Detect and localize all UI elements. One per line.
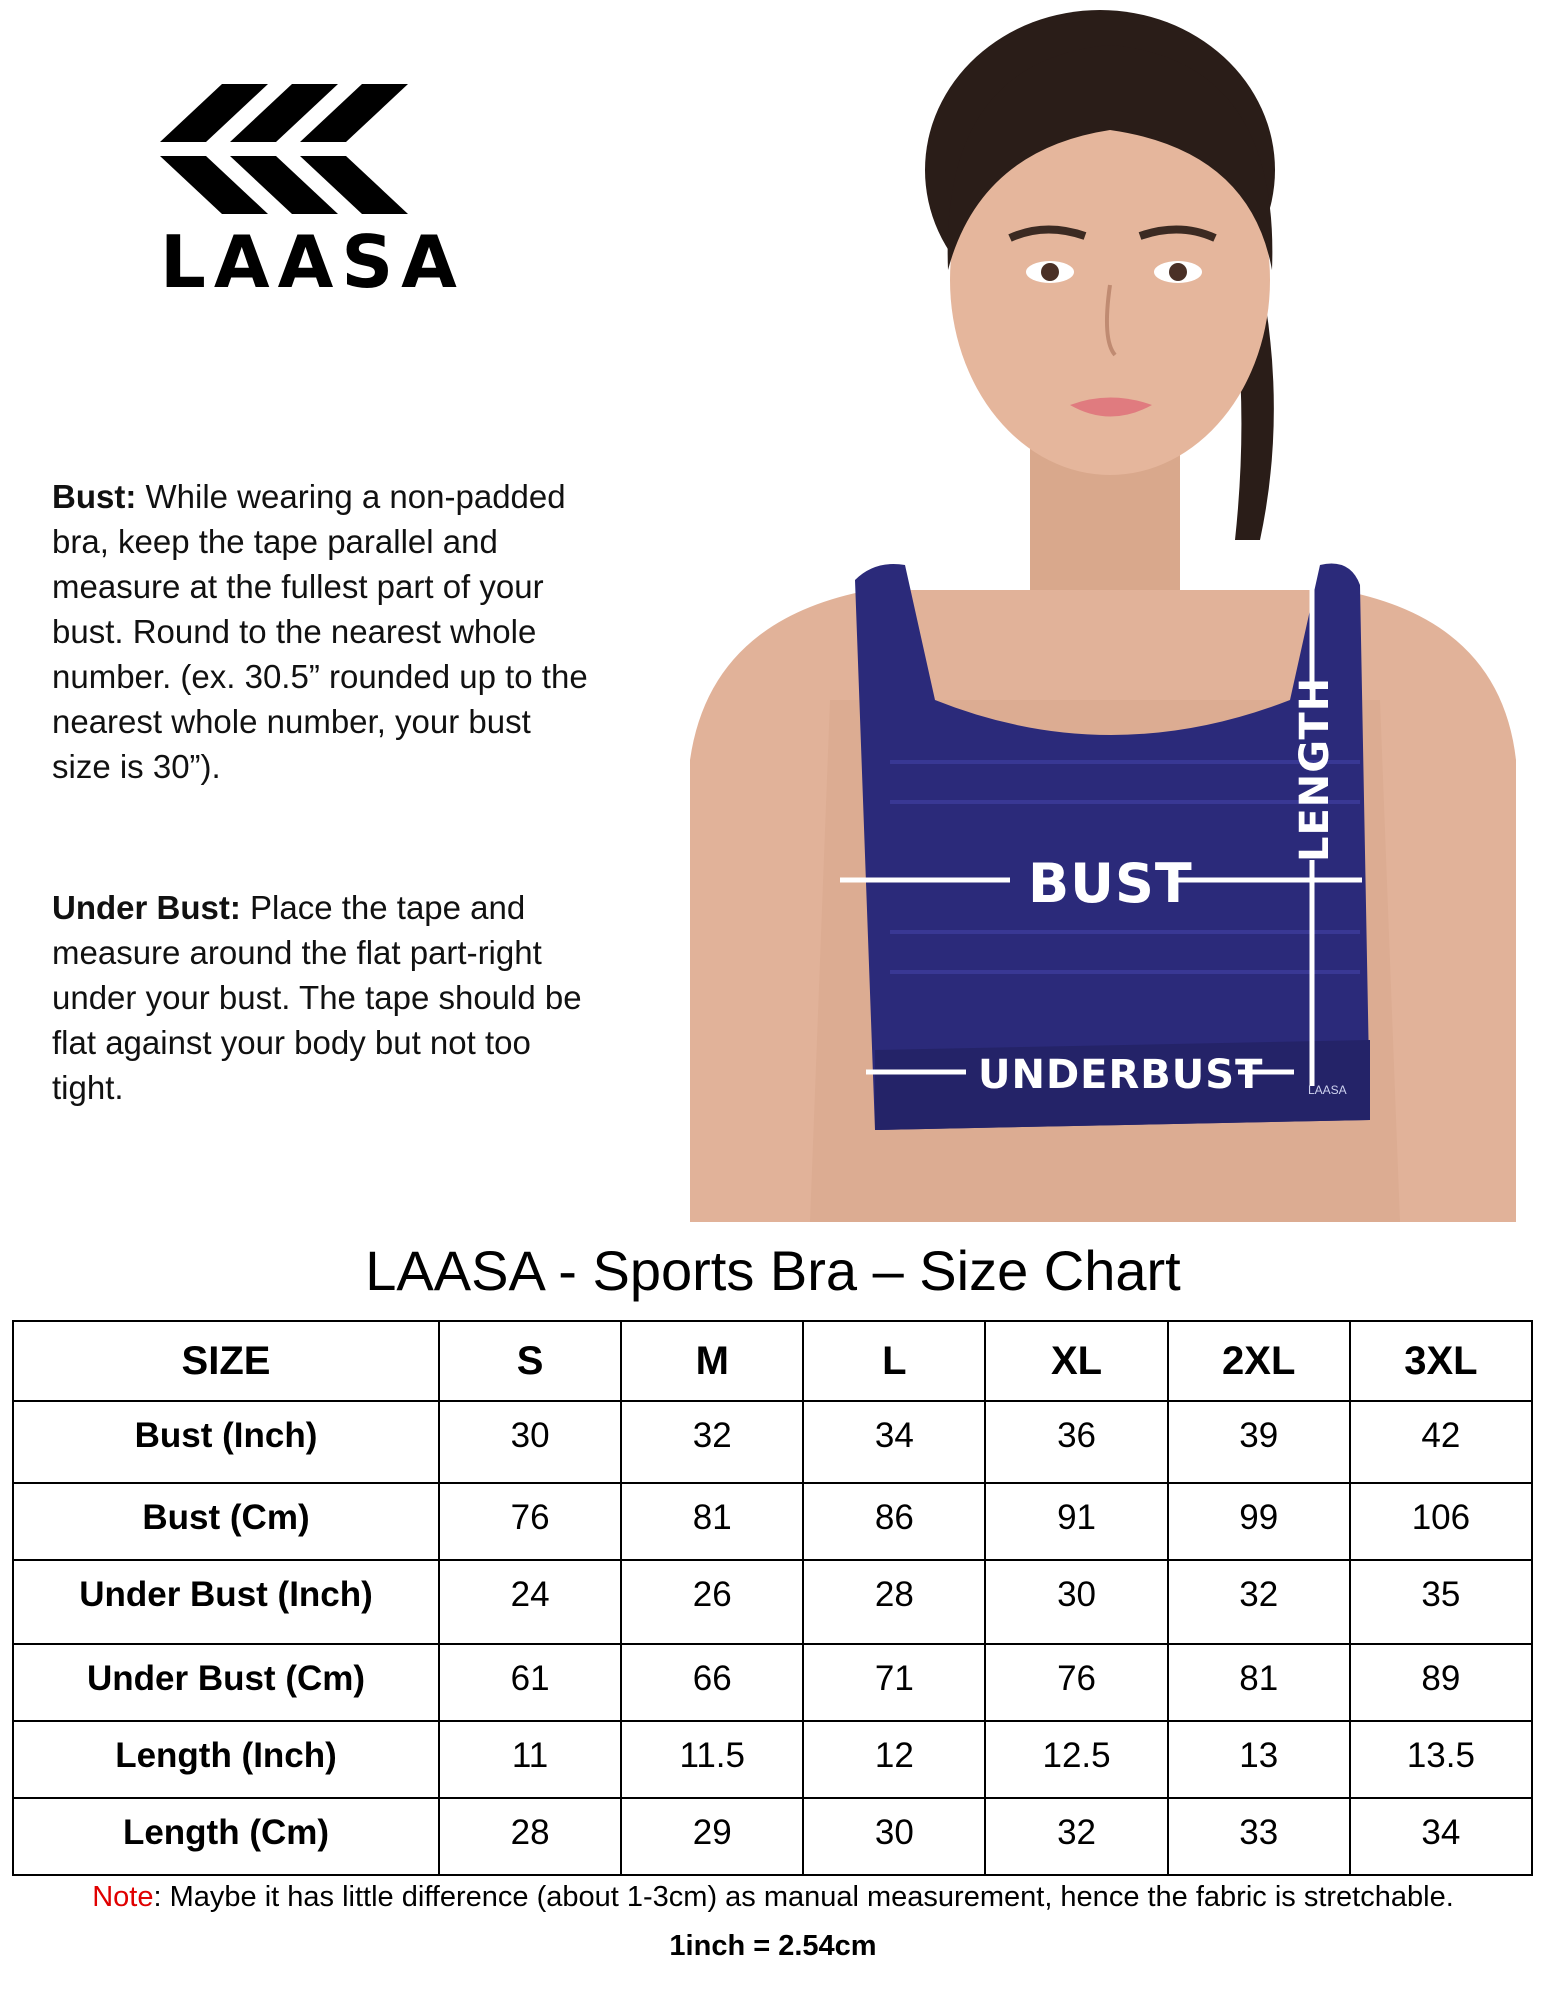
row-label: Length (Inch) <box>13 1721 439 1798</box>
table-cell: 28 <box>439 1798 621 1875</box>
column-header: SIZE <box>13 1321 439 1401</box>
row-label: Under Bust (Inch) <box>13 1560 439 1644</box>
table-cell: 76 <box>985 1644 1167 1721</box>
table-header-row <box>13 1321 1532 1401</box>
chart-title: LAASA - Sports Bra – Size Chart <box>365 1239 1181 1302</box>
unit-conversion: 1inch = 2.54cm <box>669 1930 877 1962</box>
table-cell: 32 <box>985 1798 1167 1875</box>
note-label: Note <box>92 1881 154 1913</box>
table-cell: 99 <box>1168 1483 1350 1560</box>
under-bust-instruction-label: Under Bust: <box>52 889 241 926</box>
table-cell: 33 <box>1168 1798 1350 1875</box>
table-cell: 24 <box>439 1560 621 1644</box>
table-cell: 61 <box>439 1644 621 1721</box>
table-cell: 32 <box>1168 1560 1350 1644</box>
table-cell: 12 <box>803 1721 985 1798</box>
length-measure-label: LENGTH <box>1292 676 1338 862</box>
table-cell: 32 <box>621 1401 803 1483</box>
table-cell: 66 <box>621 1644 803 1721</box>
table-cell: 81 <box>621 1483 803 1560</box>
table-cell: 30 <box>985 1560 1167 1644</box>
model-photo <box>690 0 1516 1222</box>
table-cell: 30 <box>439 1401 621 1483</box>
under-bust-instruction-text: Place the tape and measure around the flat part-right under your bust. The tape should be flat against your body but not too tight. <box>52 889 582 1106</box>
column-header: XL <box>985 1321 1167 1401</box>
underbust-measure-label: UNDERBUST <box>978 1052 1264 1098</box>
table-cell: 106 <box>1350 1483 1532 1560</box>
table-cell: 34 <box>1350 1798 1532 1875</box>
table-cell: 42 <box>1350 1401 1532 1483</box>
row-label: Bust (Cm) <box>13 1483 439 1560</box>
table-cell: 12.5 <box>985 1721 1167 1798</box>
bust-instruction <box>52 474 597 789</box>
table-cell: 71 <box>803 1644 985 1721</box>
bust-instruction-label: Bust: <box>52 478 137 515</box>
table-row <box>13 1721 1532 1798</box>
table-cell: 13 <box>1168 1721 1350 1798</box>
table-cell: 36 <box>985 1401 1167 1483</box>
chevron-logo-icon <box>160 84 450 214</box>
size-chart-table <box>12 1320 1533 1876</box>
table-row <box>13 1644 1532 1721</box>
column-header: 2XL <box>1168 1321 1350 1401</box>
row-label: Under Bust (Cm) <box>13 1644 439 1721</box>
table-cell: 28 <box>803 1560 985 1644</box>
logo-wordmark: LAASA <box>160 220 465 304</box>
row-label: Bust (Inch) <box>13 1401 439 1483</box>
table-row <box>13 1560 1532 1644</box>
model-illustration <box>690 0 1516 1222</box>
table-row <box>13 1483 1532 1560</box>
table-cell: 29 <box>621 1798 803 1875</box>
under-bust-instruction <box>52 885 597 1110</box>
column-header: S <box>439 1321 621 1401</box>
table-cell: 81 <box>1168 1644 1350 1721</box>
table-cell: 34 <box>803 1401 985 1483</box>
bust-instruction-text: While wearing a non-padded bra, keep the tape parallel and measure at the fullest part of your bust. Round to the nearest whole number. (ex. 30.5” rounded up to the nearest whole number, your bust size is 30”). <box>52 478 588 785</box>
table-row <box>13 1401 1532 1483</box>
column-header: L <box>803 1321 985 1401</box>
table-cell: 11 <box>439 1721 621 1798</box>
table-cell: 39 <box>1168 1401 1350 1483</box>
table-cell: 86 <box>803 1483 985 1560</box>
bust-measure-label: BUST <box>1028 852 1193 915</box>
row-label: Length (Cm) <box>13 1798 439 1875</box>
note-text: : Maybe it has little difference (about 1-3cm) as manual measurement, hence the fabric is stretchable. <box>153 1881 1454 1913</box>
table-cell: 26 <box>621 1560 803 1644</box>
table-cell: 91 <box>985 1483 1167 1560</box>
measurement-note <box>0 1877 1546 1917</box>
table-cell: 35 <box>1350 1560 1532 1644</box>
garment-brand-tag: LAASA <box>1308 1083 1347 1097</box>
table-cell: 30 <box>803 1798 985 1875</box>
column-header: 3XL <box>1350 1321 1532 1401</box>
column-header: M <box>621 1321 803 1401</box>
table-cell: 76 <box>439 1483 621 1560</box>
table-cell: 13.5 <box>1350 1721 1532 1798</box>
table-cell: 11.5 <box>621 1721 803 1798</box>
table-row <box>13 1798 1532 1875</box>
table-cell: 89 <box>1350 1644 1532 1721</box>
brand-logo <box>160 84 465 304</box>
